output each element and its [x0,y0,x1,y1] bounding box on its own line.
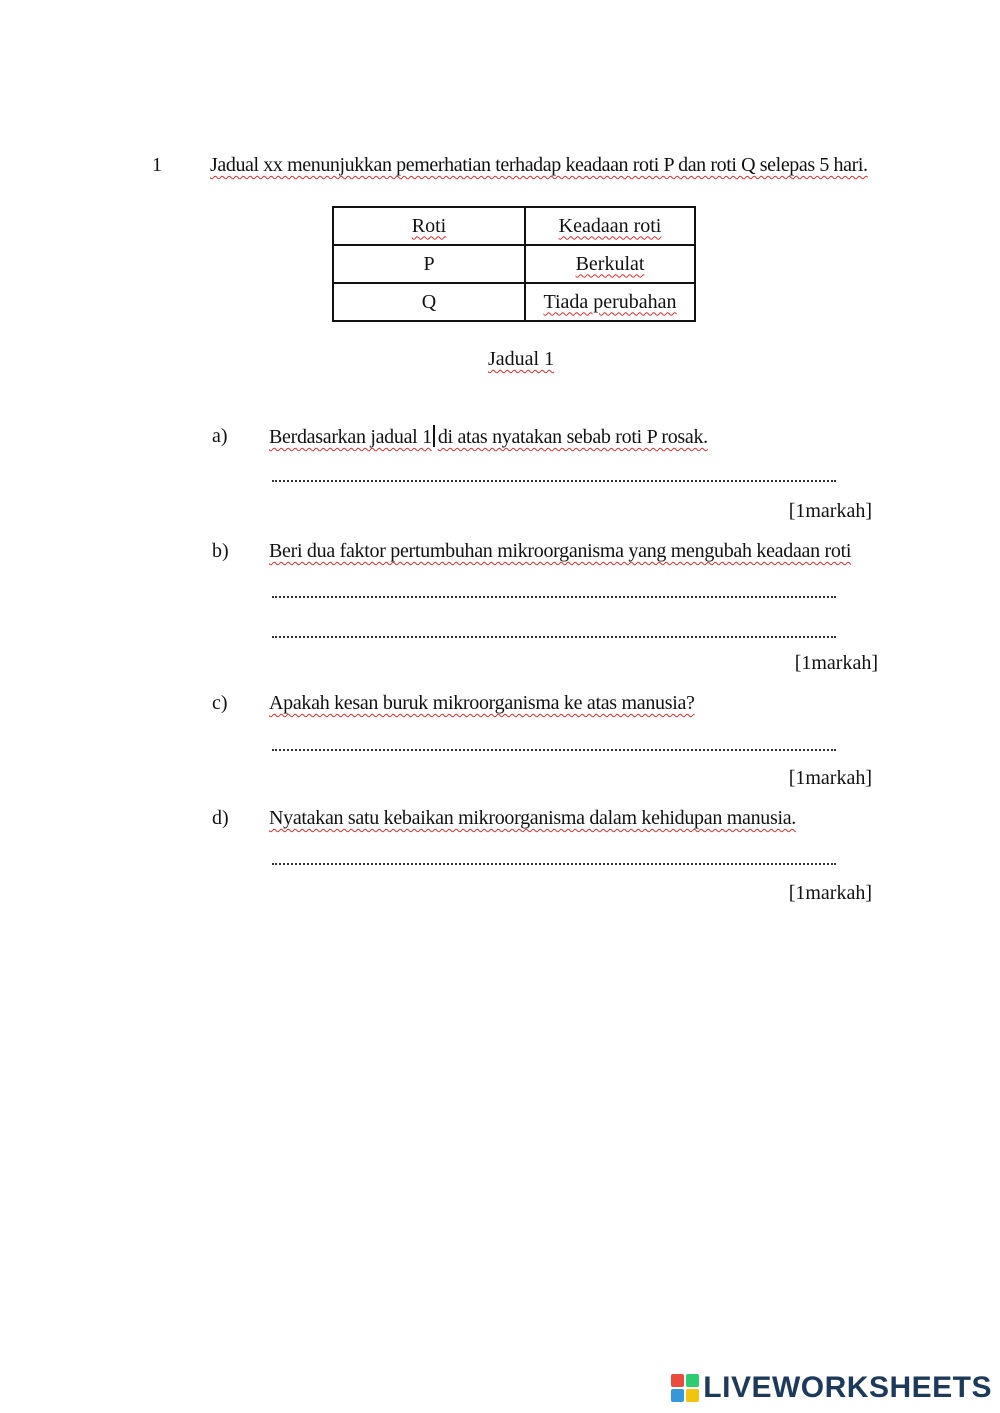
logo-square-green [686,1374,699,1387]
part-d-answer-line[interactable] [272,841,836,865]
table-cell: Q [333,283,525,321]
logo-text: LIVEWORKSHEETS [703,1371,992,1404]
part-b-prompt: Beri dua faktor pertumbuhan mikroorganisma yang mengubah keadaan roti [269,540,852,562]
part-a-label: a) [212,425,228,447]
table-caption: Jadual 1 [488,348,555,370]
part-c-prompt: Apakah kesan buruk mikroorganisma ke atas manusia? [269,692,695,714]
observation-table [332,206,696,322]
table-cell: P [333,245,525,283]
question-number: 1 [152,154,162,176]
liveworksheets-logo[interactable] [671,1371,992,1405]
part-b-answer-input-2[interactable] [272,614,836,636]
logo-square-blue [671,1389,684,1402]
part-a-prompt [269,425,708,449]
part-d-marks: [1markah] [788,882,872,904]
part-c-label: c) [212,692,228,714]
part-c-answer-input[interactable] [272,727,836,749]
part-b-answer-input-1[interactable] [272,574,836,596]
part-d-label: d) [212,807,229,829]
part-b-answer-line-1[interactable] [272,574,836,598]
part-d-answer-input[interactable] [272,841,836,863]
table-header-cell: Roti [333,207,525,245]
table-row [333,245,695,283]
question-text: Jadual xx menunjukkan pemerhatian terhadap keadaan roti P dan roti Q selepas 5 hari. [210,154,868,176]
table-cell: Berkulat [525,245,695,283]
table-row [333,283,695,321]
table-header-cell: Keadaan roti [525,207,695,245]
part-b-label: b) [212,540,229,562]
part-a-prompt-end: di atas nyatakan sebab roti P rosak. [437,426,708,448]
text-cursor-icon [433,425,435,447]
part-a-answer-line[interactable] [272,458,836,482]
part-b-answer-line-2[interactable] [272,614,836,638]
part-a-marks: [1markah] [788,500,872,522]
part-c-marks: [1markah] [788,767,872,789]
liveworksheets-logo-icon [671,1374,699,1402]
logo-square-yellow [686,1389,699,1402]
table-header-row [333,207,695,245]
part-a-prompt-start: Berdasarkan jadual 1 [269,426,432,448]
table-cell: Tiada perubahan [525,283,695,321]
part-a-answer-input[interactable] [272,458,836,480]
part-d-prompt: Nyatakan satu kebaikan mikroorganisma dalam kehidupan manusia. [269,807,796,829]
part-c-answer-line[interactable] [272,727,836,751]
part-b-marks: [1markah] [794,652,878,674]
logo-square-red [671,1374,684,1387]
